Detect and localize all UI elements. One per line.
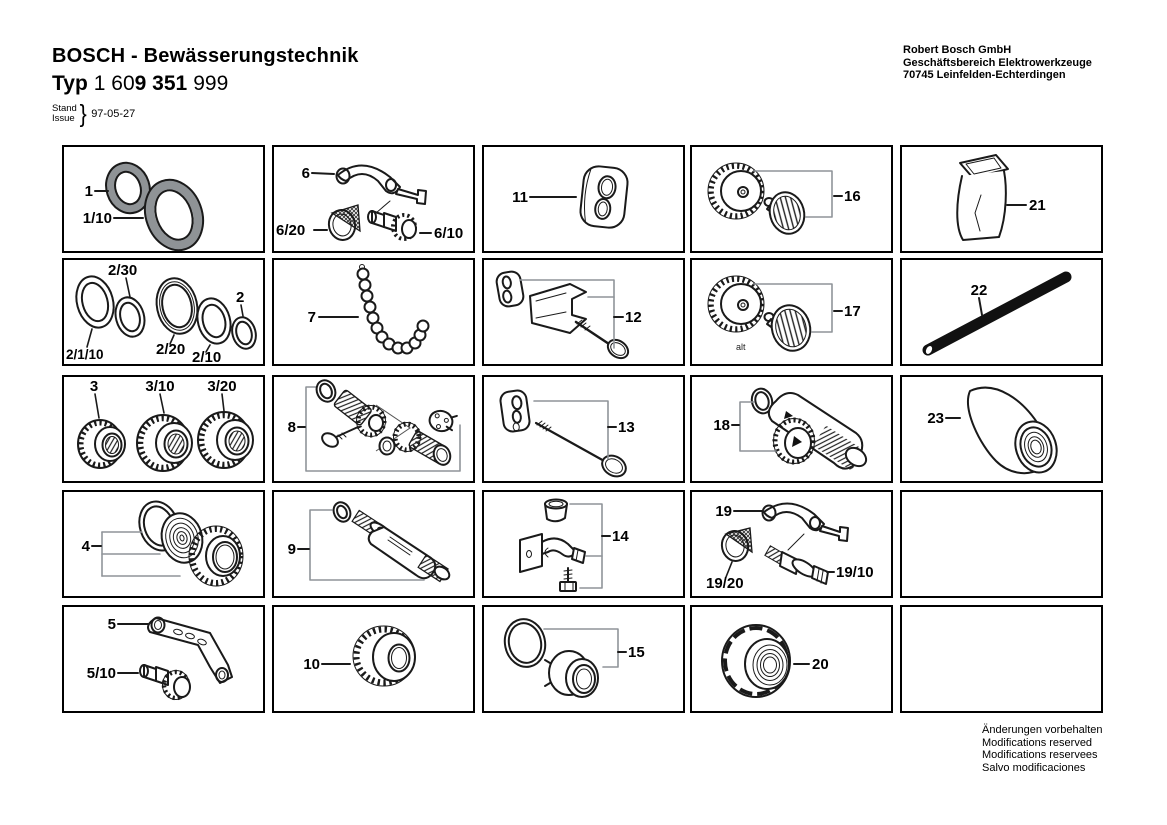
issue-label: Issue [52, 113, 75, 124]
membrane-disc [156, 509, 208, 568]
parts-cell-r4c2 [272, 490, 475, 598]
part-drawing-5-group [64, 607, 263, 711]
alt-note: alt [736, 342, 746, 352]
parts-cell-r5c2 [272, 605, 475, 713]
washer-c [152, 274, 203, 337]
part-label: 13 [618, 419, 635, 436]
part-drawing-9-spindle [274, 492, 473, 596]
part-drawing-4-gearset [64, 492, 263, 596]
type-number-seg2: 9 351 [134, 72, 188, 95]
part-drawing-19-group [692, 492, 891, 596]
parts-cell-r2c3 [482, 258, 685, 366]
issue-date-block [52, 100, 136, 128]
part-label: 2/1/10 [66, 347, 104, 362]
parts-cell-r4c4 [690, 490, 893, 598]
lever-arm [763, 503, 849, 541]
part-label: 17 [844, 303, 861, 320]
company-line2: Geschäftsbereich Elektrowerkzeuge [903, 56, 1092, 69]
oring [500, 615, 549, 670]
part-label: 9 [287, 541, 296, 558]
parts-cell-r2c4 [690, 258, 893, 366]
stand-label: Stand [52, 102, 77, 114]
parts-cell-r2c5 [900, 258, 1103, 366]
part-drawing-14-bracket [484, 492, 683, 596]
ring-nut-a [78, 420, 125, 468]
bead-chain [358, 265, 429, 354]
part-label: 5/10 [86, 665, 116, 682]
hatched-disc [765, 188, 809, 237]
part-label: 8 [287, 419, 296, 436]
part-label: 2/30 [108, 262, 138, 279]
part-label: 7 [307, 309, 316, 326]
parts-cell-r2c1 [62, 258, 265, 366]
part-drawing-21-bag [902, 147, 1101, 251]
sleeve-body [579, 165, 629, 229]
company-address [903, 44, 1092, 82]
part-drawing-12-clamp [484, 260, 683, 364]
long-screw [536, 421, 630, 480]
part-label: 16 [844, 188, 861, 205]
parts-cell-r3c4 [690, 375, 893, 483]
part-label: 2/10 [192, 349, 222, 364]
part-drawing-22-rod [902, 260, 1101, 364]
long-screw [576, 320, 632, 362]
parts-cell-r1c5 [900, 145, 1103, 253]
oring [331, 500, 354, 525]
notice-es: Salvo modificaciones [982, 761, 1086, 774]
part-label: 19/10 [836, 564, 874, 581]
issue-date: 97-05-27 [91, 108, 136, 120]
company-line1: Robert Bosch GmbH [903, 44, 1012, 56]
part-drawing-11-sleeve [484, 147, 683, 251]
notice-fr: Modifications reservees [982, 749, 1098, 761]
part-label: 4 [81, 538, 90, 555]
strainer-cone [719, 528, 752, 563]
washer-a [71, 272, 119, 332]
connector-nozzle [765, 534, 828, 584]
parts-cell-r3c3 [482, 375, 685, 483]
type-number-seg1: 1 60 [93, 72, 135, 95]
parts-cell-r1c2 [272, 145, 475, 253]
part-drawing-18-connector [692, 377, 891, 481]
page-title: BOSCH - Bewässerungstechnik [52, 45, 359, 67]
parts-cell-r2c2 [272, 258, 475, 366]
lever-arm [337, 165, 427, 204]
ring-nut-c [198, 412, 253, 468]
rubber-rod [924, 277, 1066, 356]
ring-nut-b [137, 415, 192, 471]
parts-cell-r3c2 [272, 375, 475, 483]
part-label: 5 [107, 616, 116, 633]
part-label: 22 [970, 282, 988, 299]
parts-cell-r3c1 [62, 375, 265, 483]
part-label: 3/20 [207, 378, 237, 395]
parts-cell-r4c1 [62, 490, 265, 598]
parts-cell-r3c5 [900, 375, 1103, 483]
washer-b [111, 294, 148, 340]
parts-cell-r4c3 [482, 490, 685, 598]
brace-glyph: } [79, 100, 87, 128]
part-label: 23 [927, 410, 944, 427]
part-label: 12 [625, 309, 642, 326]
part-drawing-3-ringnuts [64, 377, 263, 481]
part-drawing-1-orings [64, 147, 263, 251]
exploded-valve-assembly [313, 377, 457, 467]
type-number-seg3: 999 [193, 72, 229, 95]
modifications-notice [982, 724, 1102, 774]
cap-small [545, 500, 567, 522]
scalloped-knob [722, 625, 790, 697]
part-label: 2 [236, 289, 245, 306]
part-label: 19 [715, 503, 732, 520]
part-label: 21 [1029, 197, 1046, 214]
part-label: 1/10 [82, 210, 112, 227]
washer-e [229, 315, 259, 352]
part-label: 15 [628, 644, 645, 661]
cone-cap [968, 388, 1063, 478]
parts-cell-r1c1 [62, 145, 265, 253]
part-label: 18 [713, 417, 730, 434]
flanged-bushing [545, 651, 598, 697]
washer-d [193, 295, 236, 348]
part-drawing-6-group [274, 147, 473, 251]
part-label: 10 [303, 656, 320, 673]
type-label: Typ [52, 72, 88, 95]
stand-issue-labels [52, 104, 77, 125]
part-label: 6 [301, 165, 310, 182]
clamp-block [530, 284, 586, 333]
part-label: 20 [812, 656, 829, 673]
parts-cell-r5c5-empty [900, 605, 1103, 713]
part-label: 2/20 [156, 341, 186, 358]
company-line3: 70745 Leinfelden-Echterdingen [903, 69, 1066, 81]
part-label: 1 [84, 183, 93, 200]
spindle-shaft [352, 510, 452, 582]
parts-cell-r5c4 [690, 605, 893, 713]
type-number-line [52, 72, 228, 96]
sleeve-small [495, 270, 525, 308]
part-drawing-17-wheel [692, 260, 891, 364]
connector-nozzle [140, 665, 190, 700]
parts-cell-r1c4 [690, 145, 893, 253]
parts-cell-r5c1 [62, 605, 265, 713]
part-drawing-2-washers [64, 260, 263, 364]
hatched-disc [767, 301, 816, 355]
part-drawing-7-beadchain [274, 260, 473, 364]
parts-cell-r1c3 [482, 145, 685, 253]
wall-bracket-hook [520, 534, 585, 572]
part-label: 6/20 [276, 222, 306, 239]
part-drawing-10-knob [274, 607, 473, 711]
part-drawing-13-screw [484, 377, 683, 481]
crank-lever [148, 618, 232, 684]
part-label: 3/10 [145, 378, 175, 395]
part-label: 14 [612, 528, 629, 545]
part-drawing-16-wheel [692, 147, 891, 251]
part-drawing-15-flange [484, 607, 683, 711]
part-drawing-8-assembly [274, 377, 473, 481]
sleeve-small [499, 389, 530, 432]
notice-de: Änderungen vorbehalten [982, 724, 1103, 736]
bag [957, 155, 1008, 240]
knurled-knob [353, 626, 415, 686]
strainer-cone [326, 205, 360, 242]
part-label: 19/20 [706, 575, 744, 592]
part-label: 11 [512, 189, 528, 206]
part-label: 6/10 [434, 225, 464, 242]
connector-nozzle [368, 201, 416, 239]
notice-en: Modifications reserved [982, 736, 1093, 749]
part-drawing-20-knob [692, 607, 891, 711]
part-label: 3 [89, 378, 99, 395]
parts-cell-r4c5-empty [900, 490, 1103, 598]
part-drawing-23-cap [902, 377, 1101, 481]
parts-cell-r5c3 [482, 605, 685, 713]
screw-small [560, 568, 576, 591]
